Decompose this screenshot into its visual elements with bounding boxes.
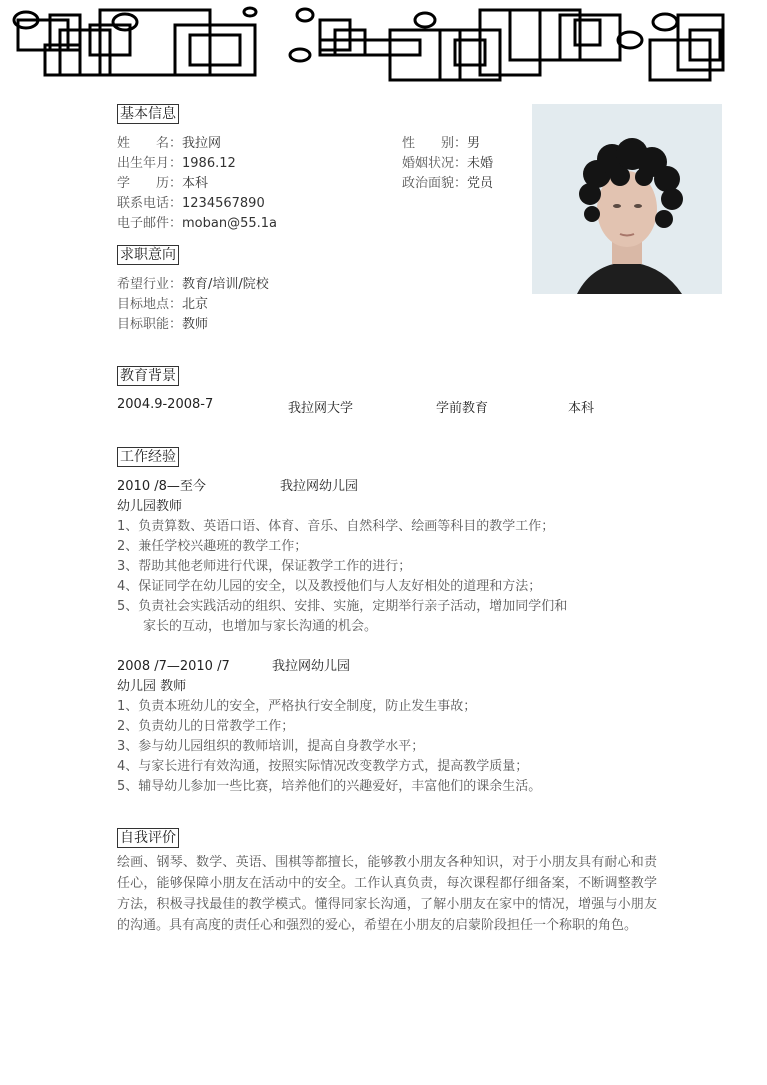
self-evaluation-text: 绘画、钢琴、数学、英语、围棋等都擅长，能够教小朋友各种知识，对于小朋友具有耐心和责任心，能够保障小朋友在活动中的安全。工作认真负责，每次课程都仔细备案，不断调整教学方法，积极寻找最佳的教学模式。懂得同家长沟通，了解小朋友在家中的情况，增强与小朋友的沟通。具有高度的责任心和强烈的爱心，希望在小朋友的启蒙阶段担任一个称职的角色。	[117, 855, 657, 933]
field-label: 婚姻状况：	[402, 156, 468, 171]
duty-item: 3、参与幼儿园组织的教师培训，提高自身教学水平；	[117, 739, 425, 754]
job-period: 2010 /8—至今	[117, 479, 206, 494]
field-label: 出生年月：	[117, 156, 183, 171]
field-value: 男	[467, 136, 481, 151]
field-label: 联系电话：	[117, 196, 183, 211]
section-title-basic: 基本信息	[117, 104, 179, 124]
field-value: 北京	[182, 297, 209, 312]
section-title-education: 教育背景	[117, 366, 179, 386]
field-label: 电子邮件：	[117, 216, 183, 231]
field-value: 1234567890	[182, 196, 265, 211]
section-title-self: 自我评价	[117, 828, 179, 848]
field-label: 政治面貌：	[402, 176, 468, 191]
job-title: 幼儿园 教师	[117, 679, 187, 694]
education-school: 我拉网大学	[288, 401, 354, 416]
job-period: 2008 /7—2010 /7	[117, 659, 230, 674]
job-title: 幼儿园教师	[117, 499, 183, 514]
section-title-intent: 求职意向	[117, 245, 179, 265]
field-birth	[117, 154, 236, 174]
decorative-banner	[0, 0, 767, 90]
education-major: 学前教育	[436, 401, 489, 416]
duty-item: 5、负责社会实践活动的组织、安排、实施，定期举行亲子活动，增加同学们和	[117, 599, 568, 614]
job-company: 我拉网幼儿园	[272, 659, 351, 674]
duty-item: 4、与家长进行有效沟通，按照实际情况改变教学方式，提高教学质量；	[117, 759, 529, 774]
education-degree: 本科	[568, 401, 595, 416]
duty-item: 1、负责算数、英语口语、体育、音乐、自然科学、绘画等科目的教学工作；	[117, 519, 555, 534]
field-value: moban@55.1a	[182, 216, 278, 231]
field-label: 目标地点：	[117, 297, 183, 312]
field-value: 教育/培训/院校	[182, 277, 269, 292]
field-value: 未婚	[467, 156, 494, 171]
field-label: 姓 名：	[117, 136, 183, 151]
field-label: 希望行业：	[117, 277, 183, 292]
field-location	[117, 295, 208, 315]
field-political	[402, 174, 493, 194]
section-title-work: 工作经验	[117, 447, 179, 467]
field-value: 1986.12	[182, 156, 236, 171]
field-email	[117, 214, 277, 234]
field-value: 我拉网	[182, 136, 222, 151]
duty-item: 3、帮助其他老师进行代课，保证教学工作的进行；	[117, 559, 412, 574]
profile-photo	[532, 104, 722, 294]
education-period: 2004.9-2008-7	[117, 397, 214, 412]
field-education	[117, 174, 208, 194]
field-industry	[117, 275, 269, 295]
field-value: 教师	[182, 317, 209, 332]
field-value: 本科	[182, 176, 209, 191]
duty-item: 2、兼任学校兴趣班的教学工作；	[117, 539, 308, 554]
field-gender	[402, 134, 480, 154]
field-name	[117, 134, 221, 154]
duty-item: 4、保证同学在幼儿园的安全，以及教授他们与人友好相处的道理和方法；	[117, 579, 542, 594]
field-position	[117, 315, 208, 335]
duty-item: 1、负责本班幼儿的安全，严格执行安全制度，防止发生事故；	[117, 699, 477, 714]
duty-item: 家长的互动，也增加与家长沟通的机会。	[117, 619, 378, 634]
duty-item: 2、负责幼儿的日常教学工作；	[117, 719, 295, 734]
field-phone	[117, 194, 265, 214]
job-company: 我拉网幼儿园	[280, 479, 359, 494]
field-marital	[402, 154, 493, 174]
field-label: 性 别：	[402, 136, 468, 151]
field-label: 学 历：	[117, 176, 183, 191]
field-label: 目标职能：	[117, 317, 183, 332]
duty-item: 5、辅导幼儿参加一些比赛，培养他们的兴趣爱好，丰富他们的课余生活。	[117, 779, 542, 794]
field-value: 党员	[467, 176, 494, 191]
